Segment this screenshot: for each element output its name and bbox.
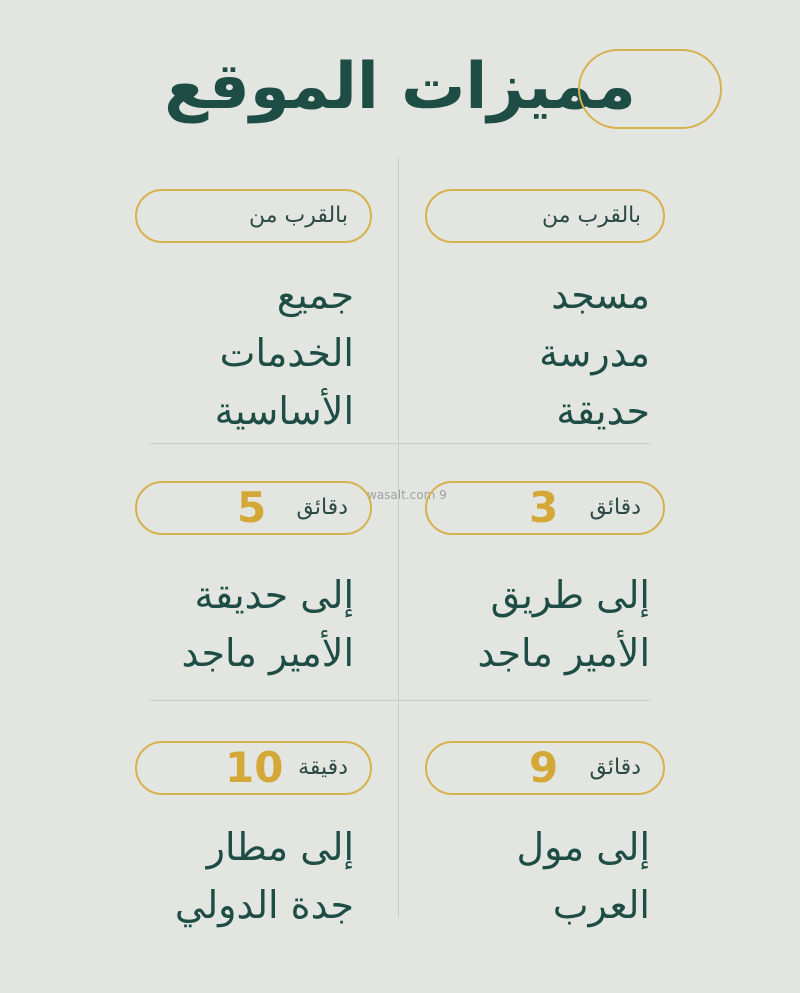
feature-line: الأمير ماجد <box>477 631 650 675</box>
feature-pill-nearby-1 <box>425 189 665 243</box>
horizontal-divider-1 <box>150 443 650 444</box>
feature-pill-5-minutes <box>135 481 372 535</box>
feature-line: إلى طريق <box>490 573 650 617</box>
feature-line: مسجد <box>551 273 650 317</box>
pill-label: دقائق <box>589 755 641 780</box>
pill-label: دقائق <box>589 495 641 520</box>
feature-line: جدة الدولي <box>174 883 354 927</box>
page-title: مميزات الموقع <box>164 50 636 124</box>
pill-label: دقائق <box>296 495 348 520</box>
feature-line: الأساسية <box>214 389 354 433</box>
pill-label: دقيقة <box>298 755 348 780</box>
minutes-number: 10 <box>225 743 284 792</box>
feature-text-10-minutes <box>175 818 354 934</box>
feature-text-3-minutes <box>478 566 650 682</box>
feature-line: إلى مطار <box>206 825 354 869</box>
watermark: wasalt.com 9 <box>367 488 447 502</box>
feature-line: الأمير ماجد <box>181 631 354 675</box>
feature-pill-9-minutes <box>425 741 665 795</box>
feature-text-5-minutes <box>182 566 354 682</box>
feature-text-9-minutes <box>517 818 650 934</box>
minutes-number: 9 <box>529 743 559 792</box>
feature-text-nearby-1 <box>539 266 650 440</box>
feature-line: إلى حديقة <box>194 573 354 617</box>
feature-line: حديقة <box>556 389 650 433</box>
feature-pill-nearby-2 <box>135 189 372 243</box>
feature-line: مدرسة <box>539 331 650 375</box>
title-decoration-ring <box>578 49 722 129</box>
feature-text-nearby-2 <box>215 266 354 440</box>
feature-pill-10-minutes <box>135 741 372 795</box>
minutes-number: 3 <box>529 483 559 532</box>
minutes-number: 5 <box>237 483 267 532</box>
feature-line: جميع <box>276 273 354 317</box>
pill-label: بالقرب من <box>248 203 348 228</box>
feature-line: إلى مول <box>516 825 650 869</box>
pill-label: بالقرب من <box>541 203 641 228</box>
feature-line: الخدمات <box>219 331 354 375</box>
feature-line: العرب <box>552 883 650 927</box>
feature-pill-3-minutes <box>425 481 665 535</box>
vertical-divider <box>398 158 399 918</box>
horizontal-divider-2 <box>150 700 650 701</box>
